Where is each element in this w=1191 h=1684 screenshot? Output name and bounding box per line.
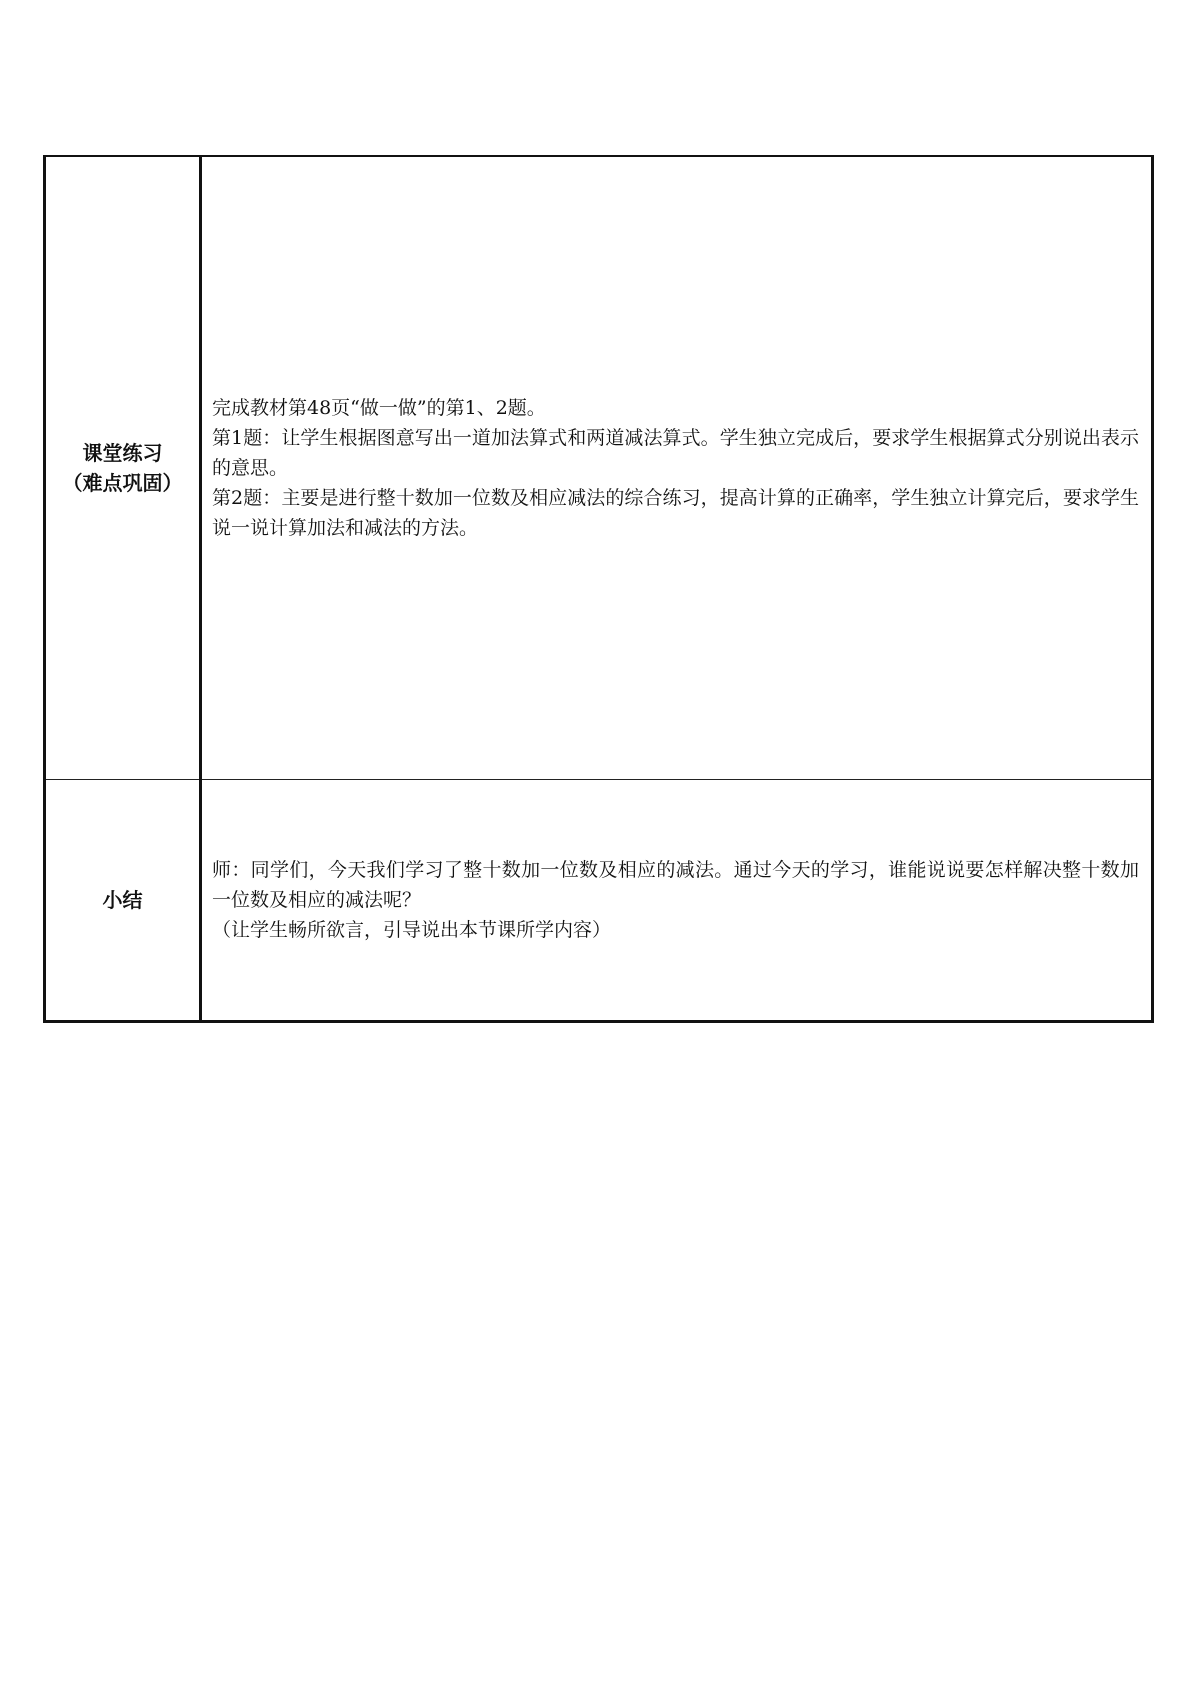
row-label-text: 小结 — [102, 888, 143, 912]
lesson-plan-table — [43, 155, 1154, 1023]
paragraph-question-1: 第1题：让学生根据图意写出一道加法算式和两道减法算式。学生独立完成后，要求学生根据算式分别说出表示的意思。 — [212, 427, 1139, 479]
row-label-subtext: （难点巩固） — [62, 471, 183, 495]
table-row-practice — [45, 156, 1153, 780]
row-content-practice — [201, 156, 1153, 780]
paragraph-question-2: 第2题：主要是进行整十数加一位数及相应减法的综合练习，提高计算的正确率，学生独立计算完后，要求学生说一说计算加法和减法的方法。 — [212, 487, 1139, 539]
paragraph-teacher-summary: 师：同学们，今天我们学习了整十数加一位数及相应的减法。通过今天的学习，谁能说说要怎样解决整十数加一位数及相应的减法呢？ — [212, 859, 1139, 911]
row-content-summary — [201, 780, 1153, 1022]
table-row-summary — [45, 780, 1153, 1022]
paragraph-task: 完成教材第48页“做一做”的第1、2题。 — [212, 397, 546, 419]
row-label-summary — [45, 780, 201, 1022]
paragraph-student-note: （让学生畅所欲言，引导说出本节课所学内容） — [212, 919, 612, 941]
row-label-text: 课堂练习 — [82, 441, 163, 465]
row-label-practice — [45, 156, 201, 780]
